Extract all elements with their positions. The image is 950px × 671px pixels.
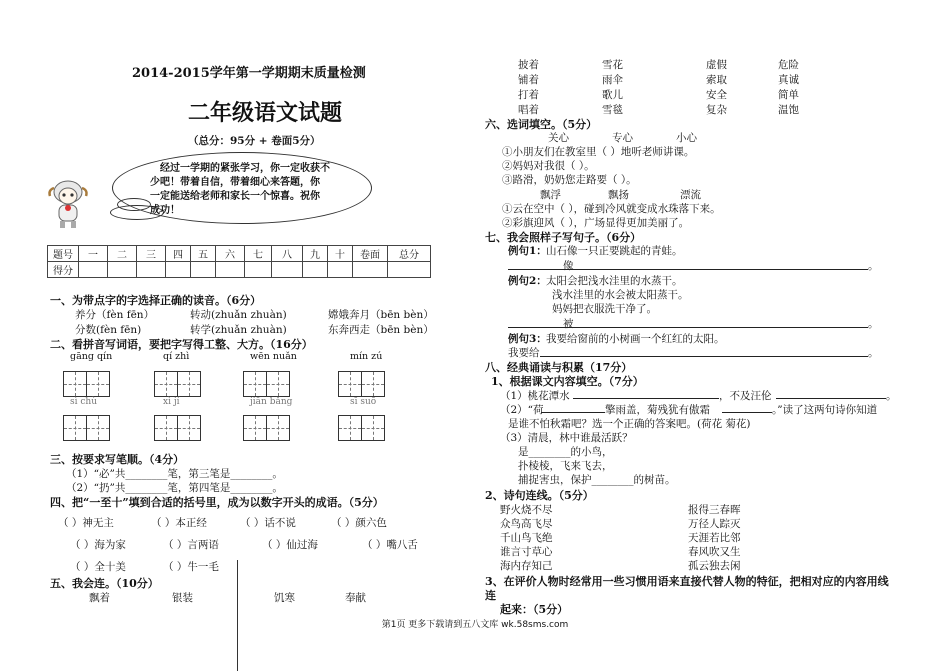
writing-box[interactable] xyxy=(266,415,290,441)
match-word: 银装 xyxy=(172,592,193,604)
word-choice: 专心 xyxy=(612,132,633,144)
writing-box[interactable] xyxy=(63,371,87,397)
q1-item: 嫦娥奔月（bēn bèn） xyxy=(328,309,434,321)
match-word: 飘着 xyxy=(89,592,110,604)
writing-box[interactable] xyxy=(86,371,110,397)
poem-line: 春风吹又生 xyxy=(688,546,741,558)
writing-box[interactable] xyxy=(177,415,201,441)
writing-box[interactable] xyxy=(338,415,362,441)
q8-sub3: 3、在评价人物时经常用一些习惯用语来直接代替人物的特征，把相对应的内容用线 xyxy=(485,575,889,588)
fill-word: 像 xyxy=(563,260,574,272)
writing-box[interactable] xyxy=(154,371,178,397)
word-choice: 关心 xyxy=(548,132,569,144)
fill-line: ③路滑，奶奶您走路要（ ）。 xyxy=(502,174,637,186)
writing-box[interactable] xyxy=(361,415,385,441)
idiom-item: （ ）话不说 xyxy=(240,517,296,529)
idiom-item: （ ）牛一毛 xyxy=(163,561,219,573)
writing-box[interactable] xyxy=(266,371,290,397)
match-word: 雪毯 xyxy=(602,104,623,116)
exam-title: 2014-2015学年第一学期期末质量检测 xyxy=(132,66,366,81)
q2-pinyin: gāng qín xyxy=(70,351,113,362)
writing-box[interactable] xyxy=(177,371,201,397)
writing-box[interactable] xyxy=(86,415,110,441)
fill-line: 是________的小鸟， xyxy=(518,446,613,458)
cloud-text: 经过一学期的紧张学习，你一定收获不 少吧！带着自信，带着细心来答题，你 一定能送给老师和家长一个惊喜。祝你 成功！ xyxy=(150,163,330,216)
poem-line: 海内存知己 xyxy=(500,560,553,572)
period: 。 xyxy=(868,318,879,330)
q8-sub3: 起来：（5分） xyxy=(500,603,569,616)
fill-line: （2）“荷 xyxy=(500,404,544,416)
fill-word: 我要给 xyxy=(508,347,540,359)
example-sentence: 浅水洼里的水会被太阳蒸干。 xyxy=(552,289,689,301)
q3-line: （2）“扔”共________笔，第四笔是________。 xyxy=(66,482,283,494)
q8-heading: 八、经典诵读与积累（17分） xyxy=(485,361,633,374)
poem-line: 万径人踪灭 xyxy=(688,518,741,530)
q1-item: 转学(zhuǎn zhuàn) xyxy=(190,324,287,336)
idiom-item: （ ）仙过海 xyxy=(262,539,318,551)
fill-line: 捕捉害虫，保护________的树苗。 xyxy=(518,474,676,486)
fill-line: 擎雨盖，菊残犹有傲霜 xyxy=(605,404,710,416)
match-word: 披着 xyxy=(518,59,539,71)
match-word: 奉献 xyxy=(345,592,366,604)
answer-line[interactable] xyxy=(508,327,868,328)
q2-pinyin: sī suō xyxy=(350,397,377,407)
score-note: （总分：95分 + 卷面5分） xyxy=(188,135,321,147)
sheep-mascot-icon xyxy=(46,178,90,230)
fill-line: ①小朋友们在教室里（ ）地听老师讲课。 xyxy=(502,146,695,158)
match-word: 唱着 xyxy=(518,104,539,116)
exam-subtitle: 二年级语文试题 xyxy=(188,100,343,126)
q2-pinyin: jiān bǎng xyxy=(250,397,293,407)
idiom-item: （ ）嘴八舌 xyxy=(362,539,418,551)
fill-line: 是谁不怕秋霜吧？选一个正确的答案吧。(荷花 菊花) xyxy=(508,418,751,430)
match-word: 索取 xyxy=(706,74,727,86)
match-word: 复杂 xyxy=(706,104,727,116)
fill-line: 扑棱棱，飞来飞去， xyxy=(518,460,613,472)
match-word: 雨伞 xyxy=(602,74,623,86)
example-sentence: 我要给窗前的小树画一个红红的太阳。 xyxy=(546,333,725,345)
poem-line: 报得三春晖 xyxy=(688,504,741,516)
q5-heading: 五、我会连。（10分） xyxy=(50,577,159,590)
idiom-item: （ ）海为家 xyxy=(70,539,126,551)
q1-item: 分数(fèn fēn) xyxy=(75,324,142,336)
writing-box[interactable] xyxy=(243,371,267,397)
writing-box[interactable] xyxy=(338,371,362,397)
match-word: 危险 xyxy=(778,59,799,71)
score-table: 题号 一 二 三 四 五 六 七 八 九 十 卷面 总分 得分 xyxy=(47,245,431,278)
q2-pinyin: wēn nuǎn xyxy=(250,351,297,362)
fill-line: ②彩旗迎风（ ），广场显得更加美丽了。 xyxy=(502,217,690,229)
q2-heading: 二、看拼音写词语，要把字写得工整、大方。（16分） xyxy=(50,338,313,351)
match-word: 真诚 xyxy=(778,74,799,86)
idiom-item: （ ）言两语 xyxy=(163,539,219,551)
writing-box[interactable] xyxy=(63,415,87,441)
fill-line: ，不及汪伦 xyxy=(719,390,772,402)
fill-line: ②妈妈对我很（ ）。 xyxy=(502,160,595,172)
q4-heading: 四、把“一至十”填到合适的括号里，成为以数字开头的成语。（5分） xyxy=(50,496,384,509)
idiom-item: （ ）本正经 xyxy=(151,517,207,529)
match-word: 安全 xyxy=(706,89,727,101)
poem-line: 众鸟高飞尽 xyxy=(500,518,553,530)
example-sentence: 山石像一只正要跳起的青蛙。 xyxy=(546,245,683,257)
match-word: 虚假 xyxy=(706,59,727,71)
q1-item: 东奔西走（bēn bèn） xyxy=(328,324,434,336)
fill-line: （1）桃花潭水 xyxy=(500,390,570,402)
writing-box[interactable] xyxy=(361,371,385,397)
word-choice: 飘浮 xyxy=(540,189,561,201)
match-word: 简单 xyxy=(778,89,799,101)
idiom-item: （ ）颜六色 xyxy=(331,517,387,529)
idiom-item: （ ）神无主 xyxy=(58,517,114,529)
match-word: 雪花 xyxy=(602,59,623,71)
match-word: 打着 xyxy=(518,89,539,101)
match-word: 铺着 xyxy=(518,74,539,86)
word-choice: 漂流 xyxy=(680,189,701,201)
page-footer: 第1页 更多下载请到五八文库 wk.58sms.com xyxy=(381,620,569,630)
fill-line: ①云在空中（ ），碰到冷风就变成水珠落下来。 xyxy=(502,203,721,215)
q2-pinyin: mín zú xyxy=(350,351,383,362)
q1-item: 养分（fèn fēn） xyxy=(75,309,155,321)
answer-line[interactable] xyxy=(776,398,886,399)
q2-pinyin: xì jí xyxy=(163,397,180,407)
answer-line[interactable] xyxy=(540,356,868,357)
writing-box[interactable] xyxy=(154,415,178,441)
match-word: 饥寒 xyxy=(274,592,295,604)
poem-line: 谁言寸草心 xyxy=(500,546,553,558)
poem-line: 天涯若比邻 xyxy=(688,532,741,544)
q8-sub2: 2、诗句连线。（5分） xyxy=(485,489,594,502)
example-sentence: 太阳会把浅水洼里的水蒸干。 xyxy=(546,275,683,287)
example-label: 例句3： xyxy=(508,333,547,345)
fill-line: （3）清晨，林中谁最活跃？ xyxy=(500,432,633,444)
q1-heading: 一、为带点字的字选择正确的读音。（6分） xyxy=(50,294,262,307)
q3-line: （1）“必”共________笔，第三笔是________。 xyxy=(66,468,283,480)
q8-sub3: 连 xyxy=(485,589,496,602)
q2-pinyin: qí zhì xyxy=(163,351,190,362)
writing-box[interactable] xyxy=(243,415,267,441)
poem-line: 野火烧不尽 xyxy=(500,504,553,516)
answer-line[interactable] xyxy=(722,412,772,413)
poem-line: 孤云独去闲 xyxy=(688,560,741,572)
example-sentence: 妈妈把衣服洗干净了。 xyxy=(552,303,657,315)
poem-line: 千山鸟飞绝 xyxy=(500,532,553,544)
answer-line[interactable] xyxy=(573,398,719,399)
period: 。 xyxy=(868,260,879,272)
example-label: 例句2： xyxy=(508,275,547,287)
idiom-item: （ ）全十美 xyxy=(70,561,126,573)
q3-heading: 三、按要求写笔顺。（4分） xyxy=(50,453,185,466)
word-choice: 飘扬 xyxy=(608,189,629,201)
q6-heading: 六、选词填空。（5分） xyxy=(485,118,598,131)
q8-sub1: 1、根据课文内容填空。（7分） xyxy=(491,375,644,388)
match-word: 温饱 xyxy=(778,104,799,116)
column-divider xyxy=(237,560,238,671)
answer-line[interactable] xyxy=(508,269,868,270)
q1-item: 转动(zhuǎn zhuàn) xyxy=(190,309,287,321)
q7-heading: 七、我会照样子写句子。（6分） xyxy=(485,231,642,244)
fill-word: 被 xyxy=(563,318,574,330)
match-word: 歌儿 xyxy=(602,89,623,101)
answer-line[interactable] xyxy=(541,412,605,413)
period: 。 xyxy=(886,390,897,402)
period: 。 xyxy=(868,347,879,359)
fill-line: 。”读了这两句诗你知道 xyxy=(772,404,878,416)
word-choice: 小心 xyxy=(676,132,697,144)
example-label: 例句1： xyxy=(508,245,547,257)
q2-pinyin: sì chù xyxy=(70,397,97,407)
